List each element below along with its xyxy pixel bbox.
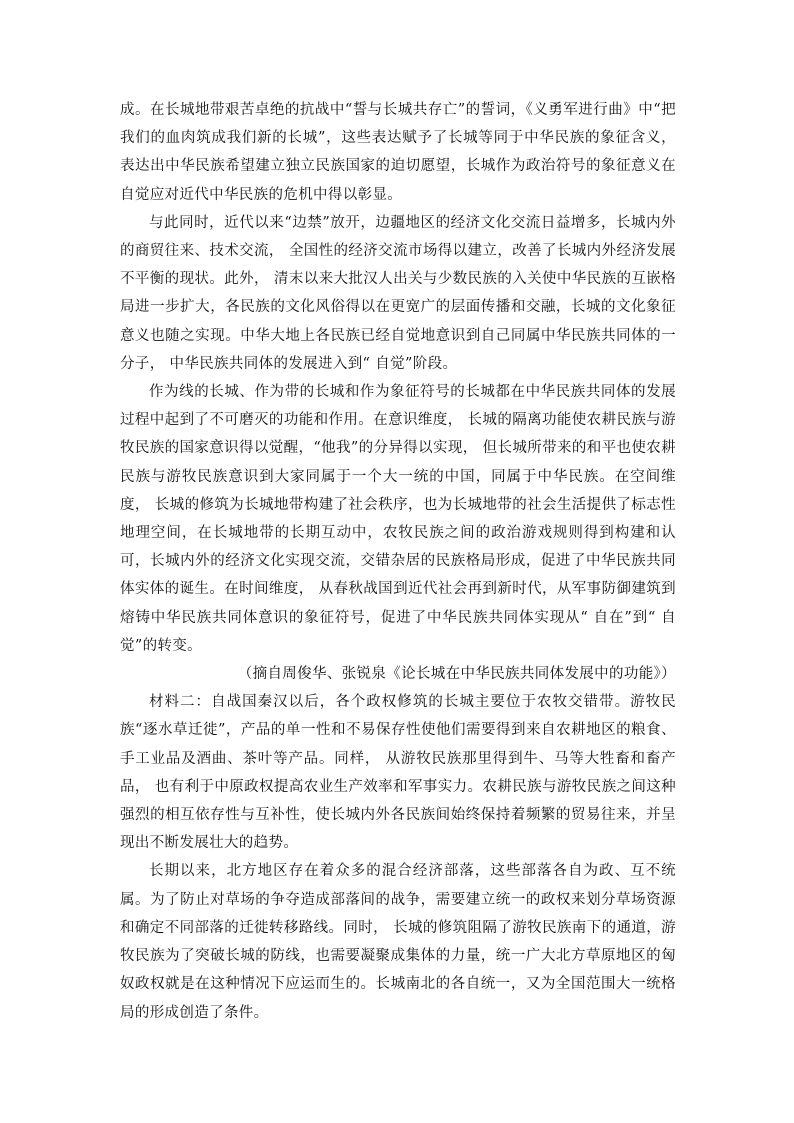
paragraph-1: 成。在长城地带艰苦卓绝的抗战中“誓与长城共存亡”的誓词，《义勇军进行曲》中“把我们的血肉筑成我们新的长城”，这些表达赋予了长城等同于中华民族的象征含义，表达出中华民族希望建立独立民族国家的迫切愿望，长城作为政治符号的象征意义在自觉应对近代中华民族的危机中得以彰显。: [120, 102, 676, 203]
paragraph-5: 长期以来，北方地区存在着众多的混合经济部落，这些部落各自为政、互不统属。为了防止对草场的争夺造成部落间的战争，需要建立统一的政权来划分草场资源和确定不同部落的迁徙转移路线。同时， 长城的修筑阻隔了游牧民族南下的通道，游牧民族为了突破长城的防线，也需要凝聚成集体的力量，统一广大北方草原地区的匈奴政权就是在这种情况下应运而生的。长城南北的各自统一，又为全国范围大一统格局的形成创造了条件。: [120, 863, 676, 1021]
citation: （摘自周俊华、张锐泉《论长城在中华民族共同体发展中的功能》）: [237, 666, 676, 683]
paragraph-2: 与此同时，近代以来“边禁”放开，边疆地区的经济文化交流日益增多，长城内外的商贸往来、技术交流， 全国性的经济交流市场得以建立，改善了长城内外经济发展不平衡的现状。此外， 清末以来大批汉人出关与少数民族的入关使中华民族的互嵌格局进一步扩大，各民族的文化风俗得以在更宽广的层面传播和交融，长城的文化象征意义也随之实现。中华大地上各民族已经自觉地意识到自己同属中华民族共同体的一分子， 中华民族共同体的发展进入到“ 自觉”阶段。: [120, 214, 676, 372]
document-body: [120, 96, 676, 1027]
paragraph-material-two: 材料二：自战国秦汉以后，各个政权修筑的长城主要位于农牧交错带。游牧民族“逐水草迁徙”，产品的单一性和不易保存性使他们需要得到来自农耕地区的粮食、手工业品及酒曲、茶叶等产品。同样， 从游牧民族那里得到牛、马等大牲畜和畜产品， 也有利于中原政权提高农业生产效率和军事实力。农耕民族与游牧民族之间这种强烈的相互依存性与互补性，使长城内外各民族间始终保持着频繁的贸易往来，并呈现出不断发展壮大的趋势。: [120, 694, 676, 852]
paragraph-3: 作为线的长城、作为带的长城和作为象征符号的长城都在中华民族共同体的发展过程中起到了不可磨灭的功能和作用。在意识维度， 长城的隔离功能使农耕民族与游牧民族的国家意识得以觉醒，“他我”的分异得以实现， 但长城所带来的和平也使农耕民族与游牧民族意识到大家同属于一个大一统的中国，同属于中华民族。在空间维度， 长城的修筑为长城地带构建了社会秩序，也为长城地带的社会生活提供了标志性地理空间，在长城地带的长期互动中，农牧民族之间的政治游戏规则得到构建和认可，长城内外的经济文化实现交流，交错杂居的民族格局形成，促进了中华民族共同体实体的诞生。在时间维度， 从春秋战国到近代社会再到新时代，从军事防御建筑到熔铸中华民族共同体意识的象征符号，促进了中华民族共同体实现从“ 自在”到“ 自觉”的转变。: [120, 384, 676, 654]
